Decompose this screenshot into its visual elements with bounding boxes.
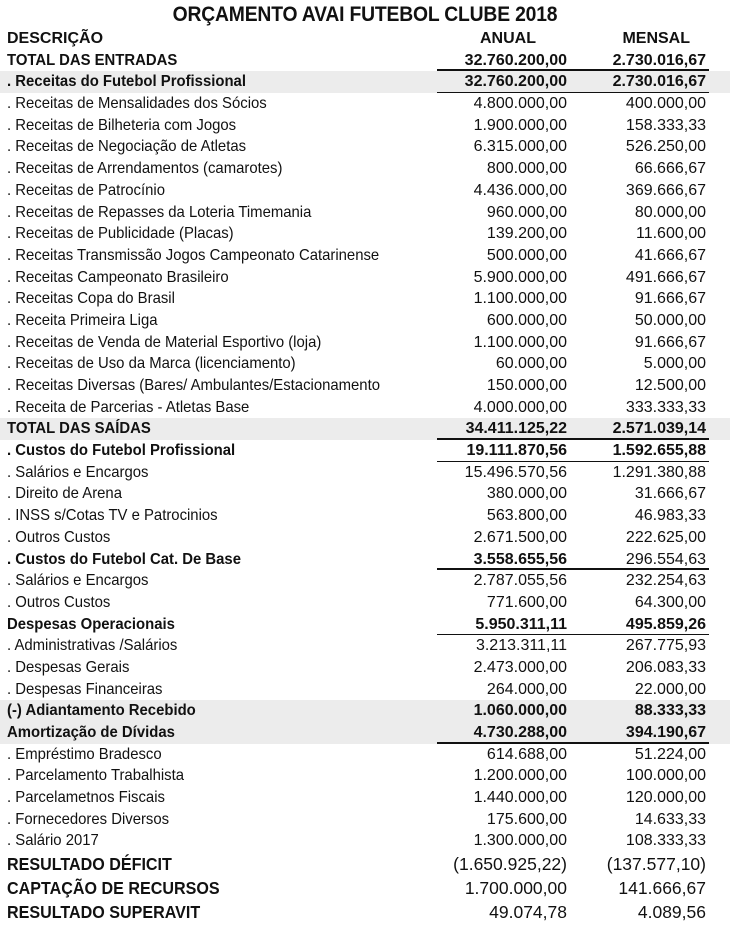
table-row bbox=[0, 744, 730, 766]
row-monthly-value: 2.730.016,67 bbox=[612, 51, 706, 69]
row-description: . Salários e Encargos bbox=[7, 463, 149, 481]
row-annual-value: 1.100.000,00 bbox=[473, 333, 567, 351]
row-monthly-value: 206.083,33 bbox=[625, 658, 706, 676]
table-row bbox=[0, 245, 730, 267]
table-row bbox=[0, 71, 730, 93]
row-description: . Receitas de Mensalidades dos Sócios bbox=[7, 95, 267, 113]
row-monthly-value: 31.666,67 bbox=[634, 485, 706, 503]
row-annual-value: 1.900.000,00 bbox=[473, 116, 567, 134]
row-monthly-value: 64.300,00 bbox=[634, 593, 706, 611]
row-annual-value: 139.200,00 bbox=[486, 225, 567, 243]
table-row bbox=[0, 549, 730, 571]
table-row bbox=[0, 158, 730, 180]
row-monthly-value: 296.554,63 bbox=[625, 550, 706, 568]
row-monthly-value: 2.571.039,14 bbox=[612, 420, 706, 438]
table-row bbox=[0, 180, 730, 202]
row-description: . Receita de Parcerias - Atletas Base bbox=[7, 398, 250, 416]
table-header bbox=[0, 28, 730, 50]
row-description: . Receitas de Repasses da Loteria Timemania bbox=[7, 203, 312, 221]
row-monthly-value: 526.250,00 bbox=[625, 138, 706, 156]
row-monthly-value: 369.666,67 bbox=[625, 181, 706, 199]
row-monthly-value: 108.333,33 bbox=[625, 832, 706, 850]
row-annual-value: 800.000,00 bbox=[486, 160, 567, 178]
row-description: . Receitas de Patrocínio bbox=[7, 181, 165, 199]
row-description: . Receitas de Venda de Material Esportivo (loja) bbox=[7, 333, 322, 351]
row-annual-value: 563.800,00 bbox=[486, 507, 567, 525]
table-row bbox=[0, 527, 730, 549]
row-monthly-value: 333.333,33 bbox=[625, 398, 706, 416]
row-description: . Receitas Transmissão Jogos Campeonato Catarinense bbox=[7, 246, 380, 264]
row-annual-value: (1.650.925,22) bbox=[453, 854, 567, 875]
column-header-annual: ANUAL bbox=[480, 30, 536, 47]
row-annual-value: 4.436.000,00 bbox=[473, 181, 567, 199]
row-annual-value: 175.600,00 bbox=[486, 810, 567, 828]
table-row bbox=[0, 657, 730, 679]
row-description: . Outros Custos bbox=[7, 593, 111, 611]
row-description: RESULTADO SUPERAVIT bbox=[7, 902, 201, 923]
table-row bbox=[0, 635, 730, 657]
row-monthly-value: 88.333,33 bbox=[634, 702, 706, 720]
row-description: TOTAL DAS ENTRADAS bbox=[7, 51, 178, 69]
row-annual-value: 614.688,00 bbox=[486, 745, 567, 763]
row-description: . Despesas Financeiras bbox=[7, 680, 163, 698]
row-monthly-value: 91.666,67 bbox=[634, 333, 706, 351]
row-monthly-value: 11.600,00 bbox=[636, 225, 706, 243]
row-monthly-value: 46.983,33 bbox=[634, 507, 706, 525]
row-description: . Receitas de Publicidade (Placas) bbox=[7, 225, 234, 243]
row-description: . Empréstimo Bradesco bbox=[7, 745, 162, 763]
row-monthly-value: 12.500,00 bbox=[634, 377, 706, 394]
row-description: . Receita Primeira Liga bbox=[7, 311, 158, 329]
table-row bbox=[0, 136, 730, 158]
table-row bbox=[0, 787, 730, 809]
row-annual-value: 264.000,00 bbox=[486, 680, 567, 698]
resultado-deficit-row bbox=[0, 852, 730, 876]
row-monthly-value: 1.291.380,88 bbox=[612, 463, 706, 481]
table-row bbox=[0, 765, 730, 787]
row-description: . Parcelamento Trabalhista bbox=[7, 767, 185, 785]
row-annual-value: 771.600,00 bbox=[486, 593, 567, 611]
row-annual-value: 1.300.000,00 bbox=[473, 832, 567, 850]
row-annual-value: 150.000,00 bbox=[486, 377, 567, 394]
row-annual-value: 6.315.000,00 bbox=[473, 138, 567, 156]
row-annual-value: 600.000,00 bbox=[486, 311, 567, 329]
row-description: TOTAL DAS SAÍDAS bbox=[7, 420, 151, 438]
row-description: RESULTADO DÉFICIT bbox=[7, 854, 172, 875]
row-annual-value: 49.074,78 bbox=[489, 902, 567, 923]
row-annual-value: 2.787.055,56 bbox=[473, 572, 567, 590]
row-monthly-value: 80.000,00 bbox=[634, 203, 706, 221]
row-description: (-) Adiantamento Recebido bbox=[7, 702, 196, 720]
row-annual-value: 3.213.311,11 bbox=[475, 637, 567, 655]
table-row bbox=[0, 505, 730, 527]
table-row bbox=[0, 332, 730, 354]
row-description: . Receitas do Futebol Profissional bbox=[7, 73, 246, 91]
row-monthly-value: 51.224,00 bbox=[634, 745, 706, 763]
row-description: . Receitas Copa do Brasil bbox=[7, 290, 175, 308]
captacao-recursos-row bbox=[0, 876, 730, 900]
total-entradas-row bbox=[0, 50, 730, 72]
table-row bbox=[0, 310, 730, 332]
row-description: . INSS s/Cotas TV e Patrocinios bbox=[7, 507, 218, 525]
row-description: . Custos do Futebol Cat. De Base bbox=[7, 550, 241, 568]
row-description: . Direito de Arena bbox=[7, 485, 122, 503]
resultado-superavit-row bbox=[0, 900, 730, 924]
table-row bbox=[0, 809, 730, 831]
table-row bbox=[0, 375, 730, 397]
row-annual-value: 19.111.870,56 bbox=[466, 442, 567, 460]
row-annual-value: 5.950.311,11 bbox=[475, 615, 567, 633]
row-description: Amortização de Dívidas bbox=[7, 724, 175, 741]
row-annual-value: 1.440.000,00 bbox=[473, 789, 567, 807]
row-annual-value: 2.671.500,00 bbox=[473, 528, 567, 546]
row-monthly-value: 495.859,26 bbox=[625, 615, 706, 633]
table-row bbox=[0, 722, 730, 744]
row-description: . Parcelametnos Fiscais bbox=[7, 789, 165, 807]
row-annual-value: 500.000,00 bbox=[486, 246, 567, 264]
row-description: . Receitas de Bilheteria com Jogos bbox=[7, 116, 237, 134]
row-annual-value: 4.000.000,00 bbox=[473, 398, 567, 416]
row-description: . Custos do Futebol Profissional bbox=[7, 442, 236, 460]
row-annual-value: 960.000,00 bbox=[486, 203, 567, 221]
table-row bbox=[0, 462, 730, 484]
column-header-monthly: MENSAL bbox=[622, 30, 690, 47]
table-row bbox=[0, 700, 730, 722]
row-annual-value: 4.800.000,00 bbox=[473, 95, 567, 113]
row-description: . Receitas de Arrendamentos (camarotes) bbox=[7, 160, 283, 178]
row-annual-value: 32.760.200,00 bbox=[464, 73, 567, 91]
row-monthly-value: 14.633,33 bbox=[634, 810, 706, 828]
row-monthly-value: 1.592.655,88 bbox=[612, 442, 706, 460]
table-row bbox=[0, 115, 730, 137]
row-description: . Receitas de Uso da Marca (licenciamento) bbox=[7, 355, 296, 373]
row-annual-value: 34.411.125,22 bbox=[465, 420, 567, 438]
table-body bbox=[0, 50, 730, 924]
row-annual-value: 1.200.000,00 bbox=[473, 767, 567, 785]
row-description: . Receitas Diversas (Bares/ Ambulantes/Estacionamento bbox=[7, 377, 381, 394]
document-title: ORÇAMENTO AVAI FUTEBOL CLUBE 2018 bbox=[172, 3, 558, 26]
table-row bbox=[0, 679, 730, 701]
row-annual-value: 60.000,00 bbox=[495, 355, 567, 373]
row-monthly-value: 50.000,00 bbox=[634, 311, 706, 329]
row-monthly-value: 41.666,67 bbox=[634, 246, 706, 264]
table-row bbox=[0, 202, 730, 224]
row-monthly-value: 66.666,67 bbox=[634, 160, 706, 178]
table-row bbox=[0, 830, 730, 852]
table-row bbox=[0, 267, 730, 289]
table-row bbox=[0, 614, 730, 636]
row-monthly-value: 141.666,67 bbox=[618, 878, 706, 899]
row-monthly-value: 394.190,67 bbox=[625, 724, 706, 741]
row-monthly-value: 232.254,63 bbox=[625, 572, 706, 590]
row-monthly-value: 4.089,56 bbox=[637, 902, 706, 923]
row-annual-value: 2.473.000,00 bbox=[473, 658, 567, 676]
row-monthly-value: 120.000,00 bbox=[625, 789, 706, 807]
row-annual-value: 4.730.288,00 bbox=[473, 724, 567, 741]
row-description: . Receitas Campeonato Brasileiro bbox=[7, 268, 229, 286]
row-monthly-value: 100.000,00 bbox=[625, 767, 706, 785]
budget-table bbox=[0, 28, 730, 924]
table-row bbox=[0, 483, 730, 505]
row-description: . Despesas Gerais bbox=[7, 658, 130, 676]
row-description: Despesas Operacionais bbox=[7, 615, 175, 633]
row-description: . Receitas de Negociação de Atletas bbox=[7, 138, 247, 156]
row-annual-value: 1.700.000,00 bbox=[464, 878, 567, 899]
row-description: . Administrativas /Salários bbox=[7, 637, 178, 655]
row-monthly-value: 22.000,00 bbox=[634, 680, 706, 698]
row-monthly-value: 5.000,00 bbox=[643, 355, 706, 373]
table-row bbox=[0, 570, 730, 592]
table-row bbox=[0, 440, 730, 462]
row-description: . Fornecedores Diversos bbox=[7, 810, 170, 828]
total-saidas-row bbox=[0, 418, 730, 440]
row-annual-value: 1.060.000,00 bbox=[473, 702, 567, 720]
row-monthly-value: 267.775,93 bbox=[625, 637, 706, 655]
table-row bbox=[0, 223, 730, 245]
table-row bbox=[0, 93, 730, 115]
row-monthly-value: 2.730.016,67 bbox=[612, 73, 706, 91]
row-monthly-value: 400.000,00 bbox=[625, 95, 706, 113]
row-annual-value: 3.558.655,56 bbox=[473, 550, 567, 568]
row-annual-value: 15.496.570,56 bbox=[464, 463, 567, 481]
row-monthly-value: 222.625,00 bbox=[625, 528, 706, 546]
row-annual-value: 1.100.000,00 bbox=[473, 290, 567, 308]
row-description: . Salários e Encargos bbox=[7, 572, 149, 590]
row-description: CAPTAÇÃO DE RECURSOS bbox=[7, 878, 220, 899]
row-annual-value: 5.900.000,00 bbox=[473, 268, 567, 286]
row-annual-value: 32.760.200,00 bbox=[464, 51, 567, 69]
column-header-description: DESCRIÇÃO bbox=[7, 30, 104, 47]
row-description: . Salário 2017 bbox=[7, 832, 99, 850]
table-row bbox=[0, 592, 730, 614]
table-row bbox=[0, 397, 730, 419]
table-row bbox=[0, 288, 730, 310]
row-monthly-value: 158.333,33 bbox=[625, 116, 706, 134]
table-row bbox=[0, 353, 730, 375]
row-annual-value: 380.000,00 bbox=[486, 485, 567, 503]
row-monthly-value: 491.666,67 bbox=[625, 268, 706, 286]
row-monthly-value: (137.577,10) bbox=[606, 854, 706, 875]
row-monthly-value: 91.666,67 bbox=[634, 290, 706, 308]
row-description: . Outros Custos bbox=[7, 528, 111, 546]
